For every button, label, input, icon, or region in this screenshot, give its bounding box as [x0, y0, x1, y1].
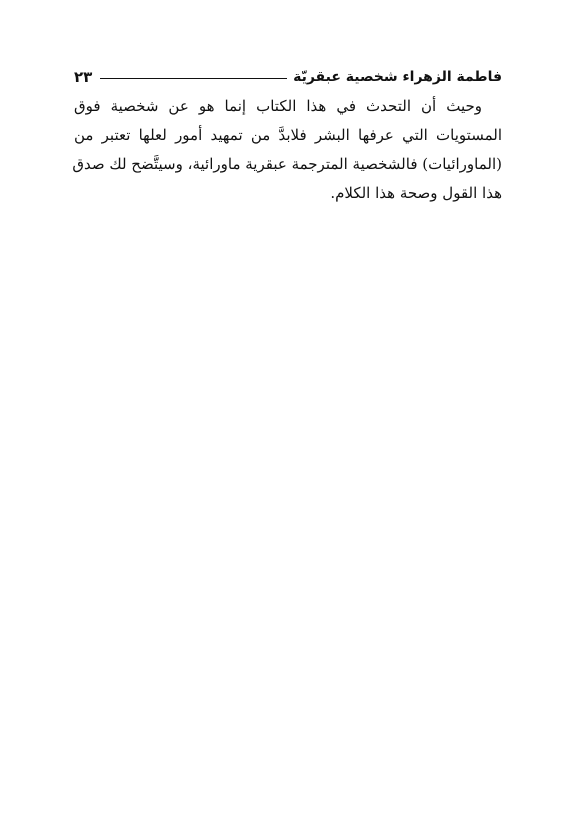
header-title: فاطمة الزهراء شخصية عبقريّة — [293, 69, 502, 85]
text-line: هذا القول وصحة هذا الكلام. — [330, 184, 502, 202]
text-line: وحيث أن التحدث في هذا الكتاب إنما هو عن شخصية فوق — [74, 97, 482, 115]
body-paragraph — [74, 92, 502, 208]
text-line: (الماورائيات) فالشخصية المترجمة عبقرية ماورائية، وسيتَّضح لك صدق — [72, 155, 502, 173]
running-header — [74, 64, 502, 90]
header-rule — [100, 78, 287, 79]
text-line: المستويات التي عرفها البشر فلابدَّ من تمهيد أمور لعلها تعتبر من — [74, 126, 502, 144]
page-number: ٢٣ — [74, 67, 93, 86]
